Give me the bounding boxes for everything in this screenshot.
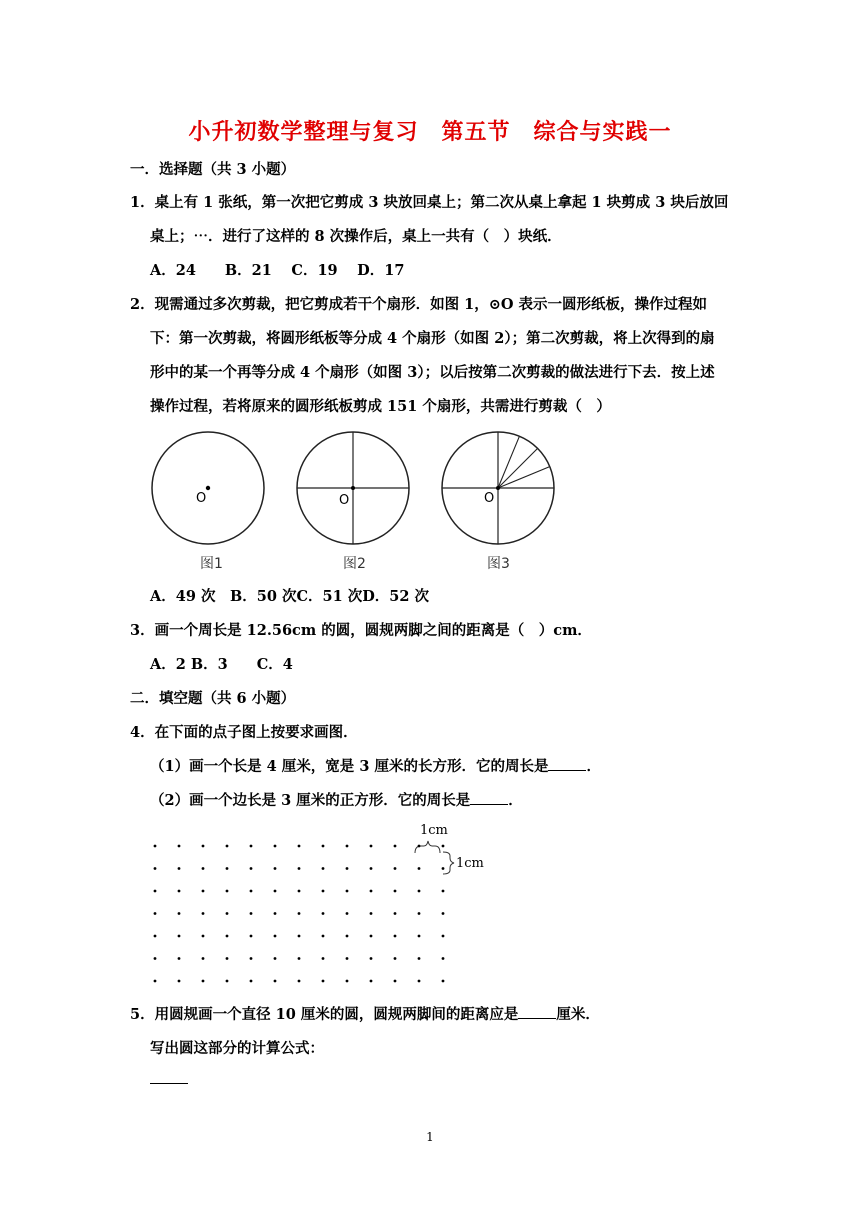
grid-dot	[178, 957, 181, 960]
grid-dot	[442, 957, 445, 960]
q4-line1: 4．在下面的点子图上按要求画图．	[130, 724, 358, 741]
grid-dot	[202, 980, 205, 983]
dot-grid	[140, 815, 500, 995]
grid-dot	[298, 957, 301, 960]
q4-sub2	[150, 789, 523, 810]
grid-dot	[274, 867, 277, 870]
center-label: O	[339, 493, 350, 508]
grid-dot	[418, 845, 421, 848]
grid-dot	[178, 935, 181, 938]
q1-line1: 1．桌上有 1 张纸，第一次把它剪成 3 块放回桌上；第二次从桌上拿起 1 块剪成 3 块后放回	[130, 194, 729, 211]
q4-sub1-end: ．	[586, 758, 601, 775]
grid-dot	[370, 890, 373, 893]
grid-dot	[274, 890, 277, 893]
grid-dot	[154, 957, 157, 960]
section-heading-choice: 一．选择题（共 3 小题）	[130, 161, 296, 178]
grid-dot	[322, 867, 325, 870]
answer-blank	[548, 756, 586, 771]
grid-dot	[346, 935, 349, 938]
grid-dot	[154, 912, 157, 915]
grid-dot	[322, 935, 325, 938]
grid-dot	[274, 912, 277, 915]
center-label: O	[196, 491, 207, 506]
grid-dot	[202, 890, 205, 893]
grid-dot	[346, 912, 349, 915]
grid-dot	[178, 980, 181, 983]
grid-dot	[442, 845, 445, 848]
grid-dot	[226, 845, 229, 848]
q5-line2: 写出圆这部分的计算公式：	[150, 1040, 324, 1057]
center-label: O	[484, 491, 495, 506]
page-title: 小升初数学整理与复习 第五节 综合与实践一	[188, 120, 672, 145]
grid-dot	[154, 890, 157, 893]
q2-options: A．49 次 B．50 次C．51 次D．52 次	[150, 588, 430, 605]
grid-dot	[274, 845, 277, 848]
figure-3-caption: 图3	[487, 556, 510, 572]
grid-dot	[394, 890, 397, 893]
grid-dot	[250, 890, 253, 893]
grid-dot	[322, 980, 325, 983]
grid-dot	[442, 980, 445, 983]
unit-label-vertical: 1cm	[456, 856, 484, 871]
grid-dot	[394, 912, 397, 915]
figure-1-circle	[150, 430, 268, 548]
grid-dot	[322, 912, 325, 915]
q4-sub1-text: （1）画一个长是 4 厘米，宽是 3 厘米的长方形．它的周长是	[150, 758, 549, 775]
q1-line2: 桌上；⋯．进行了这样的 8 次操作后，桌上一共有（ ）块纸．	[150, 228, 562, 245]
unit-label-horizontal: 1cm	[420, 823, 448, 838]
grid-dot	[178, 867, 181, 870]
grid-dot	[298, 912, 301, 915]
grid-dot	[250, 867, 253, 870]
grid-dot	[418, 890, 421, 893]
grid-dot	[370, 912, 373, 915]
grid-dot	[298, 867, 301, 870]
grid-dot	[298, 845, 301, 848]
grid-dot	[346, 845, 349, 848]
grid-dot	[442, 912, 445, 915]
grid-dot	[154, 845, 157, 848]
grid-dot	[322, 957, 325, 960]
grid-dot	[394, 980, 397, 983]
grid-dot	[154, 867, 157, 870]
grid-dot	[394, 867, 397, 870]
grid-dot	[298, 935, 301, 938]
q1-options: A．24 B．21 C．19 D．17	[150, 262, 405, 279]
grid-dot	[226, 912, 229, 915]
grid-dot	[394, 957, 397, 960]
q4-sub2-end: ．	[508, 792, 523, 809]
grid-dot	[418, 912, 421, 915]
grid-dot	[250, 912, 253, 915]
grid-dot	[418, 957, 421, 960]
grid-dot	[370, 867, 373, 870]
grid-dot	[370, 980, 373, 983]
page-number: 1	[426, 1130, 434, 1144]
grid-dot	[442, 935, 445, 938]
grid-dot	[370, 957, 373, 960]
answer-blank	[518, 1004, 556, 1019]
q4-sub2-text: （2）画一个边长是 3 厘米的正方形．它的周长是	[150, 792, 471, 809]
grid-dot	[298, 980, 301, 983]
grid-dot	[274, 980, 277, 983]
q2-line1: 2．现需通过多次剪裁，把它剪成若干个扇形．如图 1，⊙O 表示一圆形纸板，操作过程如	[130, 296, 708, 313]
grid-dot	[346, 867, 349, 870]
grid-dot	[226, 957, 229, 960]
grid-dot	[178, 890, 181, 893]
grid-dot	[202, 845, 205, 848]
section-heading-fill: 二．填空题（共 6 小题）	[130, 690, 296, 707]
grid-dot	[370, 935, 373, 938]
grid-dot	[322, 890, 325, 893]
grid-dot	[370, 845, 373, 848]
grid-dot	[250, 935, 253, 938]
figure-2-caption: 图2	[343, 556, 366, 572]
q2-line3: 形中的某一个再等分成 4 个扇形（如图 3）；以后按第二次剪裁的做法进行下去．按上述	[150, 364, 715, 381]
grid-dot	[226, 935, 229, 938]
grid-dot	[418, 867, 421, 870]
grid-dot	[346, 980, 349, 983]
q3-line1: 3．画一个周长是 12.56cm 的圆，圆规两脚之间的距离是（ ）cm．	[130, 622, 592, 639]
q4-sub1	[150, 755, 601, 776]
q5-line1-text: 5．用圆规画一个直径 10 厘米的圆，圆规两脚间的距离应是	[130, 1006, 519, 1023]
grid-dot	[346, 957, 349, 960]
grid-dot	[154, 935, 157, 938]
grid-dot	[418, 980, 421, 983]
grid-dot	[226, 980, 229, 983]
grid-dot	[418, 935, 421, 938]
grid-dot	[250, 980, 253, 983]
grid-dot	[202, 935, 205, 938]
grid-dot	[226, 890, 229, 893]
q5-line1	[130, 1003, 600, 1024]
q3-options: A．2 B．3 C．4	[150, 656, 293, 673]
q2-line4: 操作过程，若将原来的圆形纸板剪成 151 个扇形，共需进行剪裁（ ）	[150, 398, 611, 415]
grid-dot	[346, 890, 349, 893]
grid-dot	[394, 935, 397, 938]
grid-dot	[178, 912, 181, 915]
grid-dot	[322, 845, 325, 848]
grid-dot	[250, 845, 253, 848]
grid-dot	[394, 845, 397, 848]
grid-dot	[298, 890, 301, 893]
grid-dot	[442, 890, 445, 893]
grid-dot	[154, 980, 157, 983]
grid-dot	[250, 957, 253, 960]
grid-dot	[202, 957, 205, 960]
grid-dot	[178, 845, 181, 848]
q2-line2: 下：第一次剪裁，将圆形纸板等分成 4 个扇形（如图 2）；第二次剪裁，将上次得到的扇	[150, 330, 715, 347]
answer-blank	[150, 1083, 188, 1084]
grid-dot	[274, 957, 277, 960]
grid-dot	[202, 912, 205, 915]
grid-dot	[274, 935, 277, 938]
figure-3-circle-subdivided	[440, 430, 558, 548]
figure-1-caption: 图1	[200, 556, 223, 572]
figure-2-circle-quarters	[295, 430, 413, 548]
grid-dot	[202, 867, 205, 870]
answer-blank	[470, 790, 508, 805]
q5-line1-end: 厘米．	[556, 1006, 600, 1023]
grid-dot	[442, 867, 445, 870]
grid-dot	[226, 867, 229, 870]
